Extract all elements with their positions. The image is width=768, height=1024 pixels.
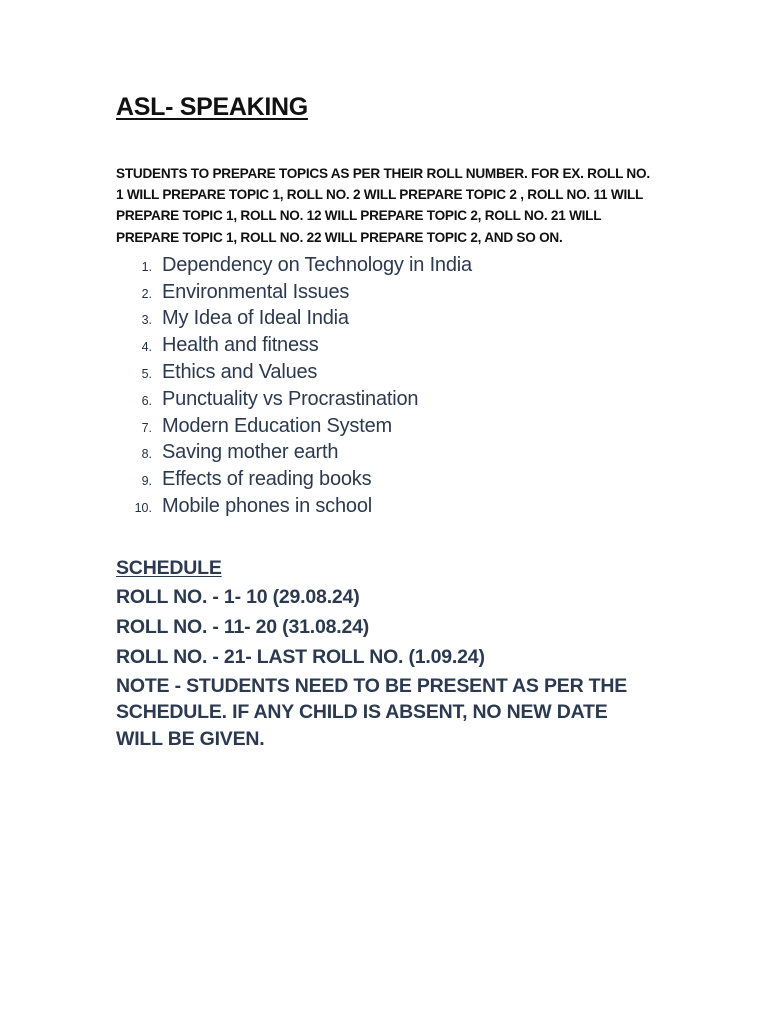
list-item-number: 7. <box>141 420 152 435</box>
topic-list <box>116 252 656 520</box>
list-item-number: 9. <box>141 474 152 489</box>
list-item-number: 8. <box>141 447 152 462</box>
list-item-text: Dependency on Technology in India <box>162 253 472 276</box>
list-item-number: 3. <box>141 313 152 328</box>
list-item <box>116 332 656 359</box>
list-item-text: Punctuality vs Procrastination <box>162 387 419 410</box>
instructions-paragraph: STUDENTS TO PREPARE TOPICS AS PER THEIR ROLL NUMBER. FOR EX. ROLL NO. 1 WILL PREPARE TOPIC 1, ROLL NO. 2 WILL PREPARE TOPIC 2 , ROLL NO. 11 WILL PREPARE TOPIC 1, ROLL NO. 12 WILL PREPARE TOPIC 2, ROLL NO. 21 WILL PREPARE TOPIC 1, ROLL NO. 22 WILL PREPARE TOPIC 2, AND SO ON. <box>116 166 650 245</box>
list-item <box>116 252 656 279</box>
list-item-text: Modern Education System <box>162 414 392 437</box>
schedule-heading: SCHEDULE <box>116 556 222 579</box>
list-item-number: 6. <box>141 393 152 408</box>
list-item-text: Mobile phones in school <box>162 494 372 517</box>
list-item-number: 5. <box>141 367 152 381</box>
schedule-row: ROLL NO. - 21- LAST ROLL NO. (1.09.24) <box>116 645 485 668</box>
list-item-text: Ethics and Values <box>162 361 318 383</box>
schedule-row: ROLL NO. - 1- 10 (29.08.24) <box>116 585 360 608</box>
document-page <box>116 88 656 752</box>
schedule-note: NOTE - STUDENTS NEED TO BE PRESENT AS PER THE SCHEDULE. IF ANY CHILD IS ABSENT, NO NEW DATE WILL BE GIVEN. <box>116 674 628 750</box>
list-item <box>116 493 656 520</box>
list-item <box>116 305 656 332</box>
list-item-number: 1. <box>141 259 152 274</box>
list-item <box>116 386 656 413</box>
list-item <box>116 359 656 386</box>
list-item <box>116 413 656 440</box>
schedule-row: ROLL NO. - 11- 20 (31.08.24) <box>116 615 370 638</box>
list-item-number: 2. <box>141 286 152 301</box>
list-item-text: Health and fitness <box>162 334 319 357</box>
schedule-section <box>116 554 656 753</box>
list-item-text: My Idea of Ideal India <box>162 307 349 330</box>
list-item-text: Effects of reading books <box>162 468 372 491</box>
list-item-text: Saving mother earth <box>162 441 339 464</box>
list-item <box>116 279 656 306</box>
list-item <box>116 439 656 466</box>
list-item-number: 4. <box>141 340 152 355</box>
list-item <box>116 466 656 493</box>
document-title: ASL- SPEAKING <box>116 93 308 121</box>
list-item-number: 10. <box>134 500 152 515</box>
list-item-text: Environmental Issues <box>162 280 350 303</box>
